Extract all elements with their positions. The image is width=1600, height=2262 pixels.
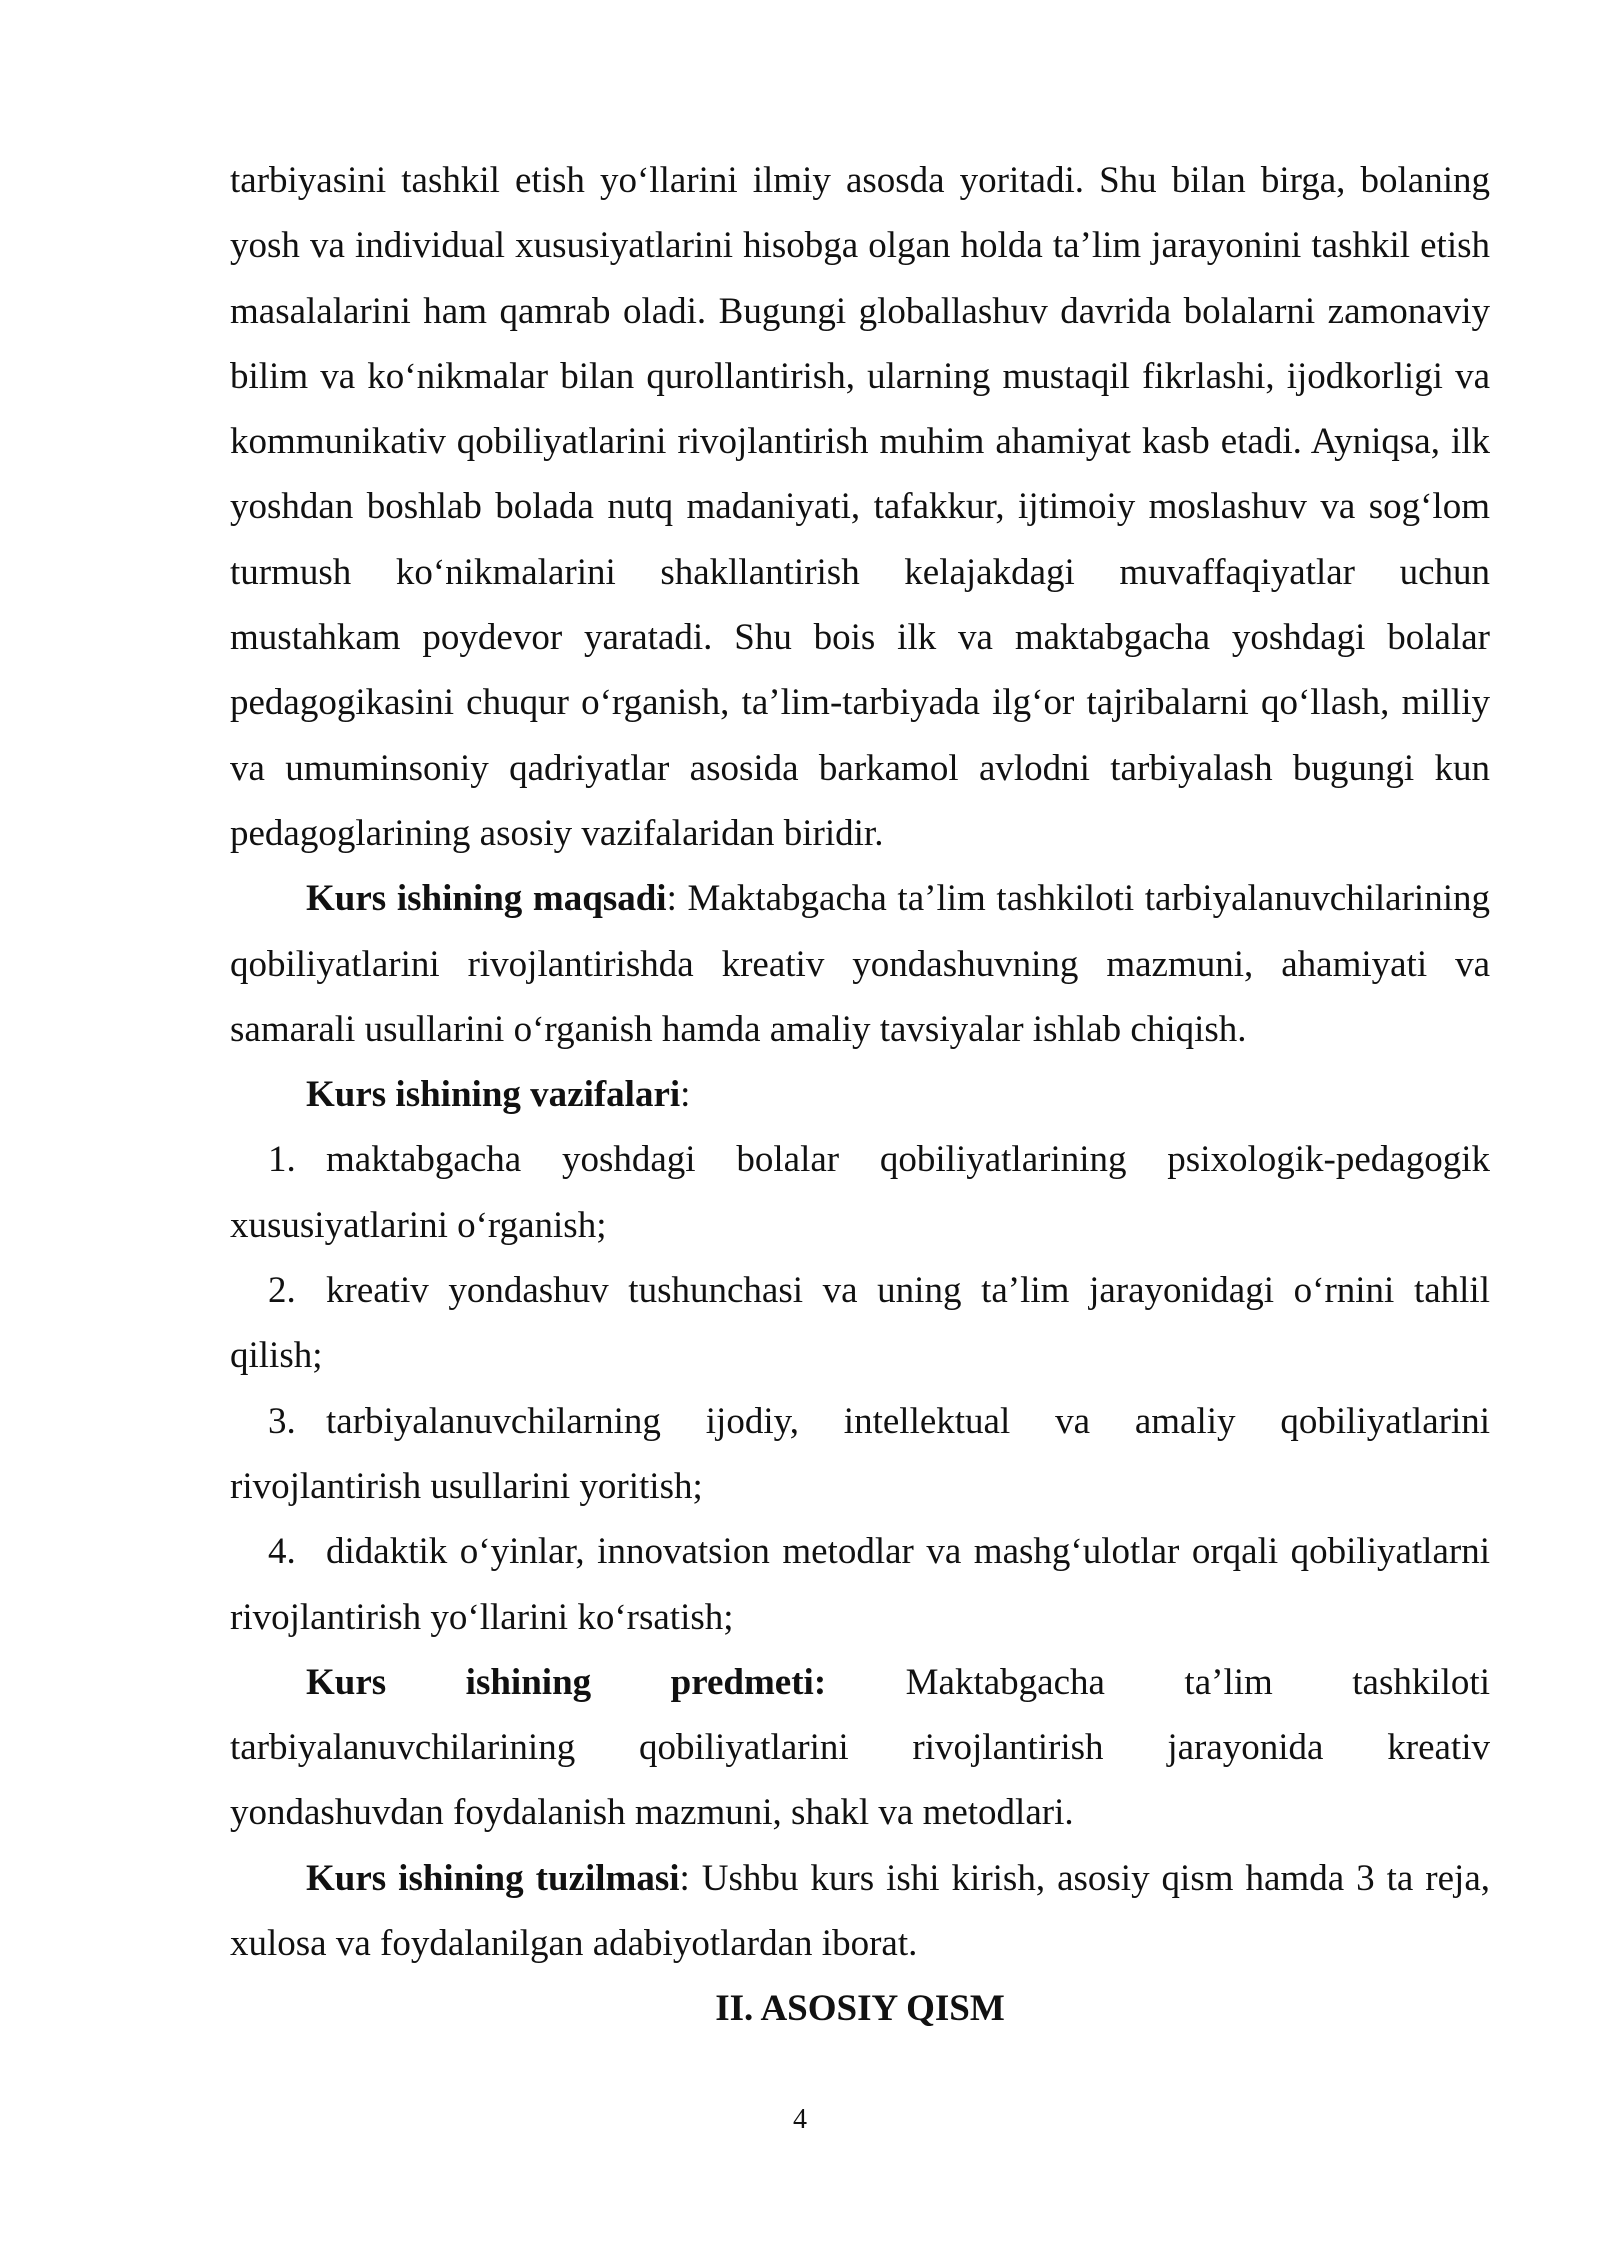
- tasks-label: Kurs ishining vazifalari: [306, 1074, 681, 1116]
- task-item-2: [230, 1258, 1490, 1389]
- subject-paragraph: [230, 1650, 1490, 1846]
- section-heading: II. ASOSIY QISM: [715, 1988, 1005, 2030]
- goal-colon: :: [666, 878, 677, 920]
- intro-paragraph: tarbiyasini tashkil etish yo‘llarini ilmiy asosda yoritadi. Shu bilan birga, bolaning yosh va individual xususiyatlarini hisobga olgan holda ta’lim jarayonini tashkil etish masalalarini ham qamrab oladi. Bugungi globallashuv davrida bolalarni zamonaviy bilim va ko‘nikmalar bilan qurollantirish, ularning mustaqil fikrlashi, ijodkorligi va kommunikativ qobiliyatlarini rivojlantirish muhim ahamiyat kasb etadi. Ayniqsa, ilk yoshdan boshlab bolada nutq madaniyati, tafakkur, ijtimoiy moslashuv va sog‘lom turmush ko‘nikmalarini shakllantirish kelajakdagi muvaffaqiyatlar uchun mustahkam poydevor yaratadi. Shu bois ilk va maktabgacha yoshdagi bolalar pedagogikasini chuqur o‘rganish, ta’lim-tarbiyada ilg‘or tajribalarni qo‘llash, milliy va umuminsoniy qadriyatlar asosida barkamol avlodni tarbiyalash bugungi kun pedagoglarining asosiy vazifalaridan biridir.: [230, 160, 1490, 854]
- task-text-1: maktabgacha yoshdagi bolalar qobiliyatlarining psixologik-pedagogik xususiyatlarini o‘rganish;: [230, 1139, 1490, 1246]
- tasks-colon: :: [680, 1074, 691, 1116]
- task-text-2: kreativ yondashuv tushunchasi va uning ta’lim jarayonidagi o‘rnini tahlil qilish;: [230, 1270, 1490, 1377]
- subject-text: Maktabgacha ta’lim tashkiloti tarbiyalanuvchilarining qobiliyatlarini rivojlantirish jarayonida kreativ yondashuvdan foydalanish mazmuni, shakl va metodlari.: [230, 1661, 1490, 1834]
- task-number-1: 1.: [268, 1139, 296, 1181]
- goal-text: Maktabgacha ta’lim tashkiloti tarbiyalanuvchilarining qobiliyatlarini rivojlantirishda kreativ yondashuvning mazmuni, ahamiyati va samarali usullarini o‘rganish hamda amaliy tavsiyalar ishlab chiqish.: [230, 878, 1490, 1050]
- task-item-1: [230, 1127, 1490, 1258]
- task-text-3: tarbiyalanuvchilarning ijodiy, intellektual va amaliy qobiliyatlarini rivojlantirish usullarini yoritish;: [230, 1400, 1490, 1507]
- task-item-3: [230, 1389, 1490, 1520]
- goal-label: Kurs ishining maqsadi: [306, 878, 667, 920]
- page-number: 4: [793, 2104, 807, 2135]
- task-number-3: 3.: [268, 1400, 296, 1442]
- page-body: [230, 148, 1490, 2042]
- structure-paragraph: [230, 1846, 1490, 1977]
- tasks-heading: [230, 1062, 1490, 1127]
- task-item-4: [230, 1519, 1490, 1650]
- task-number-4: 4.: [268, 1531, 296, 1573]
- task-text-4: didaktik o‘yinlar, innovatsion metodlar va mashg‘ulotlar orqali qobiliyatlarni rivojlantirish yo‘llarini ko‘rsatish;: [230, 1531, 1490, 1638]
- subject-label: Kurs ishining predmeti:: [306, 1661, 827, 1703]
- task-number-2: 2.: [268, 1270, 296, 1312]
- structure-text: Ushbu kurs ishi kirish, asosiy qism hamda 3 ta reja, xulosa va foydalanilgan adabiyotlardan iborat.: [230, 1857, 1491, 1965]
- structure-colon: :: [679, 1857, 690, 1899]
- goal-paragraph: [230, 866, 1490, 1062]
- structure-label: Kurs ishining tuzilmasi: [306, 1857, 680, 1899]
